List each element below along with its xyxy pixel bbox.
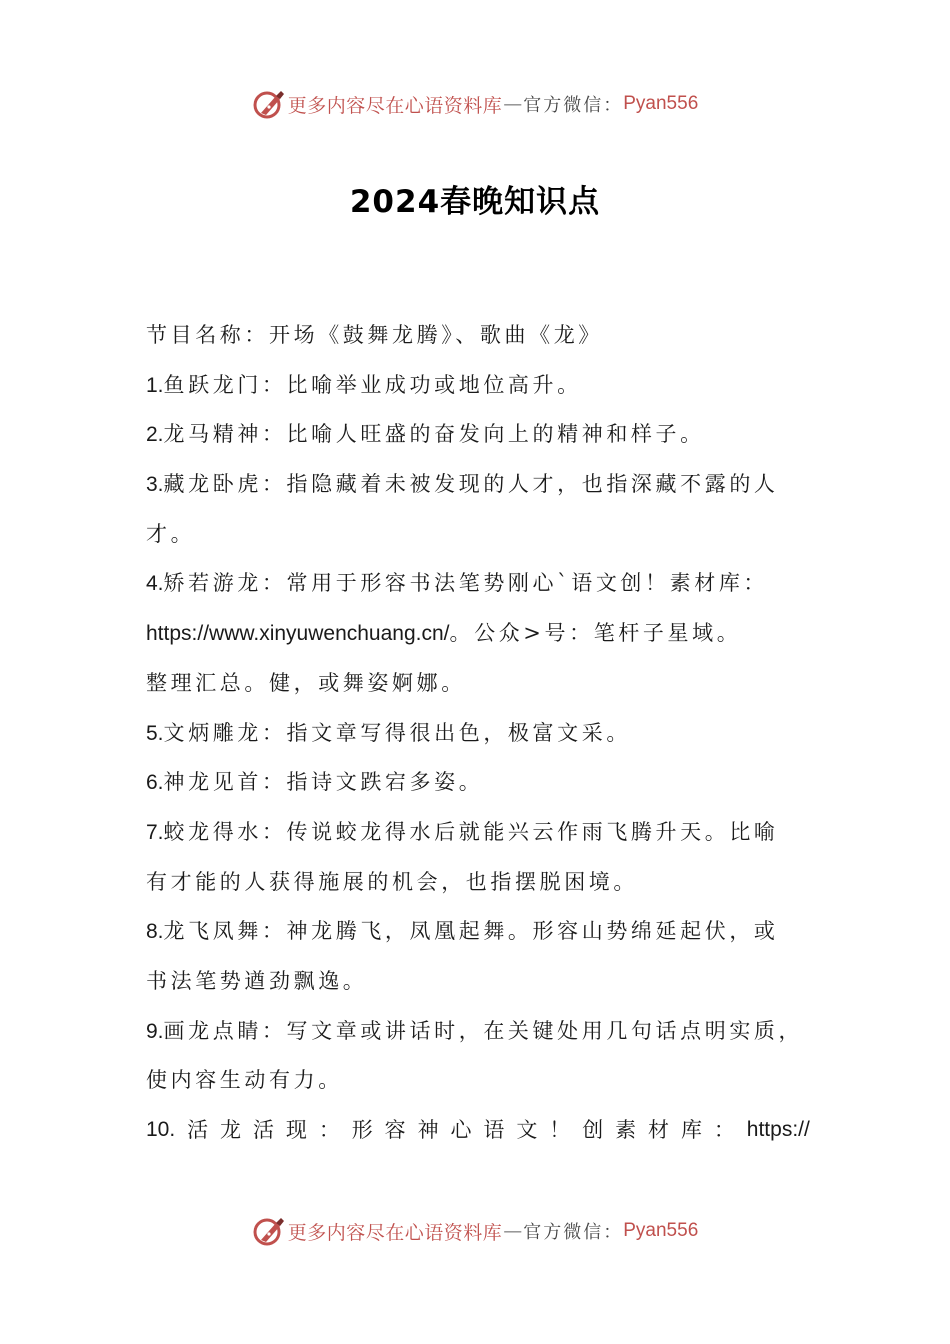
text-line-justified: 10. 活 龙 活 现 ： 形 容 神 心 语 文 ！ 创 素 材 库 ： https://	[146, 1111, 810, 1161]
text-line: 有才能的人获得施展的机会，也指摆脱困境。	[146, 869, 638, 894]
text-line: 才。	[146, 521, 196, 546]
item-number: 10.	[146, 1118, 176, 1141]
text-line: 7.蛟龙得水：传说蛟龙得水后就能兴云作雨飞腾升天。比喻	[146, 819, 779, 844]
text-line: 5.文炳雕龙：指文章写得很出色，极富文采。	[146, 720, 631, 745]
text-line: 8.龙飞凤舞：神龙腾飞，凤凰起舞。形容山势绵延起伏，或	[146, 919, 779, 944]
text-line: 节目名称：开场《鼓舞龙腾》、歌曲《龙》	[146, 323, 603, 347]
header-banner	[0, 84, 950, 124]
document-body	[146, 316, 810, 1161]
footer-banner	[0, 1211, 950, 1251]
pen-nib-logo-icon	[252, 1214, 286, 1248]
text-line: 9.画龙点睛：写文章或讲话时，在关键处用几句话点明实质，	[146, 1018, 804, 1043]
url-link[interactable]: https://www.xinyuwenchuang.cn/	[146, 622, 450, 646]
banner-text: 更多内容尽在心语资料库	[287, 94, 503, 117]
text-line: 6.神龙见首：指诗文跌宕多姿。	[146, 770, 484, 795]
text-line: 1.鱼跃龙门：比喻举业成功或地位高升。	[146, 372, 582, 397]
text-line: 使内容生动有力。	[146, 1068, 343, 1093]
pen-nib-logo-icon	[252, 87, 286, 121]
text-line: 2.龙马精神：比喻人旺盛的奋发向上的精神和样子。	[146, 422, 705, 447]
banner-separator: —	[503, 93, 523, 115]
url-link[interactable]: https://	[746, 1118, 810, 1141]
banner-wechat-id: Pyan556	[623, 93, 699, 114]
page-title: 2024春晚知识点	[349, 184, 601, 220]
text-line: 整理汇总。健，或舞姿婀娜。	[146, 670, 466, 695]
text-line: https://www.xinyuwenchuang.cn/。公众>号：笔杆子星域。	[146, 621, 742, 646]
banner-wechat-label: 官方微信：	[523, 1222, 624, 1243]
banner-text: 更多内容尽在心语资料库	[287, 1221, 503, 1244]
text-line: 3.藏龙卧虎：指隐藏着未被发现的人才，也指深藏不露的人	[146, 472, 779, 497]
text-line: 书法笔势遒劲飘逸。	[146, 968, 368, 993]
text-line: 4.矫若游龙：常用于形容书法笔势刚心`语文创！素材库：	[146, 571, 769, 596]
banner-wechat-label: 官方微信：	[523, 95, 624, 116]
banner-wechat-id: Pyan556	[623, 1220, 699, 1241]
banner-separator: —	[503, 1220, 523, 1242]
